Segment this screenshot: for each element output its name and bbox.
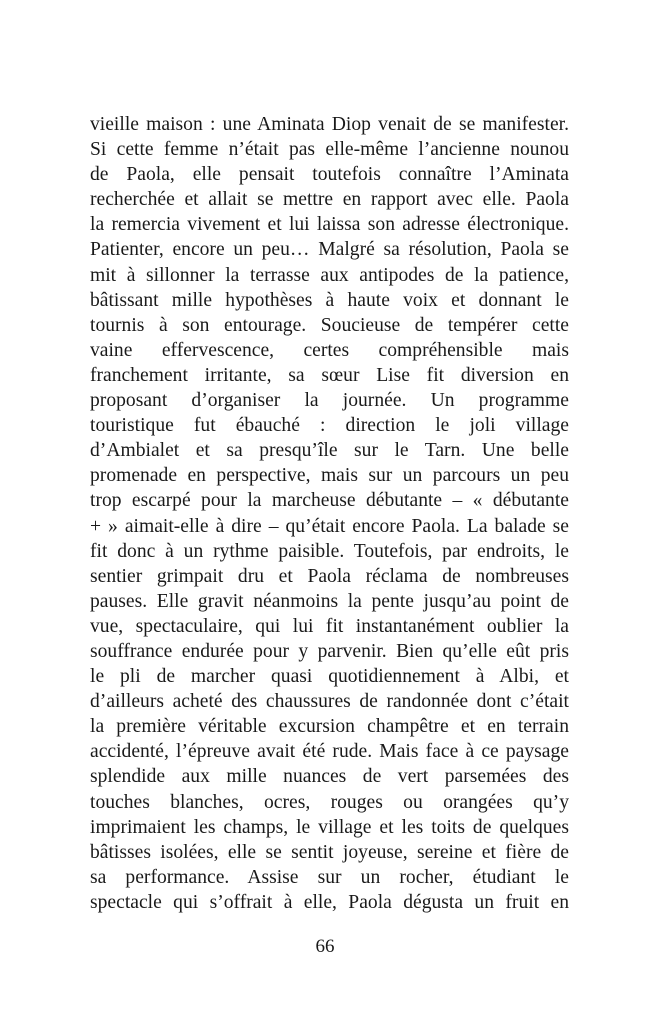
text-line: proposant d’organiser la journée. Un programme <box>90 390 569 412</box>
text-line: + » aimait-elle à dire – qu’était encore Paola. La balade se <box>90 515 569 537</box>
text-line: fit donc à un rythme paisible. Toutefois, par endroits, le <box>90 540 569 562</box>
text-line: promenade en perspective, mais sur un parcours un peu <box>90 465 569 487</box>
text-line: spectacle qui s’offrait à elle, Paola dégusta un fruit en <box>90 891 569 913</box>
text-line: splendide aux mille nuances de vert parsemées des <box>90 766 569 788</box>
text-line: vue, spectaculaire, qui lui fit instantanément oublier la <box>90 615 569 637</box>
text-line: la remercia vivement et lui laissa son adresse électronique. <box>90 214 569 236</box>
text-line: la première véritable excursion champêtre et en terrain <box>90 716 569 738</box>
page-body <box>90 112 569 915</box>
paragraph <box>90 112 569 915</box>
text-line: d’ailleurs acheté des chaussures de randonnée dont c’était <box>90 691 569 713</box>
text-line: franchement irritante, sa sœur Lise fit diversion en <box>90 364 569 386</box>
text-line: recherchée et allait se mettre en rapport avec elle. Paola <box>90 189 569 211</box>
text-line: vaine effervescence, certes compréhensible mais <box>90 339 569 361</box>
text-line: souffrance endurée pour y parvenir. Bien qu’elle eût pris <box>90 640 569 662</box>
page-number: 66 <box>315 936 335 957</box>
text-line: accidenté, l’épreuve avait été rude. Mais face à ce paysage <box>90 741 569 763</box>
text-line: touches blanches, ocres, rouges ou orangées qu’y <box>90 791 569 813</box>
text-line: Patienter, encore un peu… Malgré sa résolution, Paola se <box>90 239 569 261</box>
text-line: sentier grimpait dru et Paola réclama de nombreuses <box>90 565 569 587</box>
text-line: touristique fut ébauché : direction le joli village <box>90 415 569 437</box>
text-line: le pli de marcher quasi quotidiennement à Albi, et <box>90 666 569 688</box>
text-line: imprimaient les champs, le village et les toits de quelques <box>90 816 569 838</box>
text-line: pauses. Elle gravit néanmoins la pente jusqu’au point de <box>90 590 569 612</box>
text-line: bâtisses isolées, elle se sentit joyeuse, sereine et fière de <box>90 841 569 863</box>
text-line: tournis à son entourage. Soucieuse de tempérer cette <box>90 314 569 336</box>
text-line: mit à sillonner la terrasse aux antipodes de la patience, <box>90 264 569 286</box>
text-line: Si cette femme n’était pas elle-même l’ancienne nounou <box>90 139 569 161</box>
text-line: bâtissant mille hypothèses à haute voix et donnant le <box>90 289 569 311</box>
text-line: sa performance. Assise sur un rocher, étudiant le <box>90 866 569 888</box>
text-line: d’Ambialet et sa presqu’île sur le Tarn. Une belle <box>90 440 569 462</box>
text-line: vieille maison : une Aminata Diop venait de se manifester. <box>90 114 569 135</box>
text-line: trop escarpé pour la marcheuse débutante – « débutante <box>90 490 569 512</box>
text-line: de Paola, elle pensait toutefois connaître l’Aminata <box>90 164 569 186</box>
